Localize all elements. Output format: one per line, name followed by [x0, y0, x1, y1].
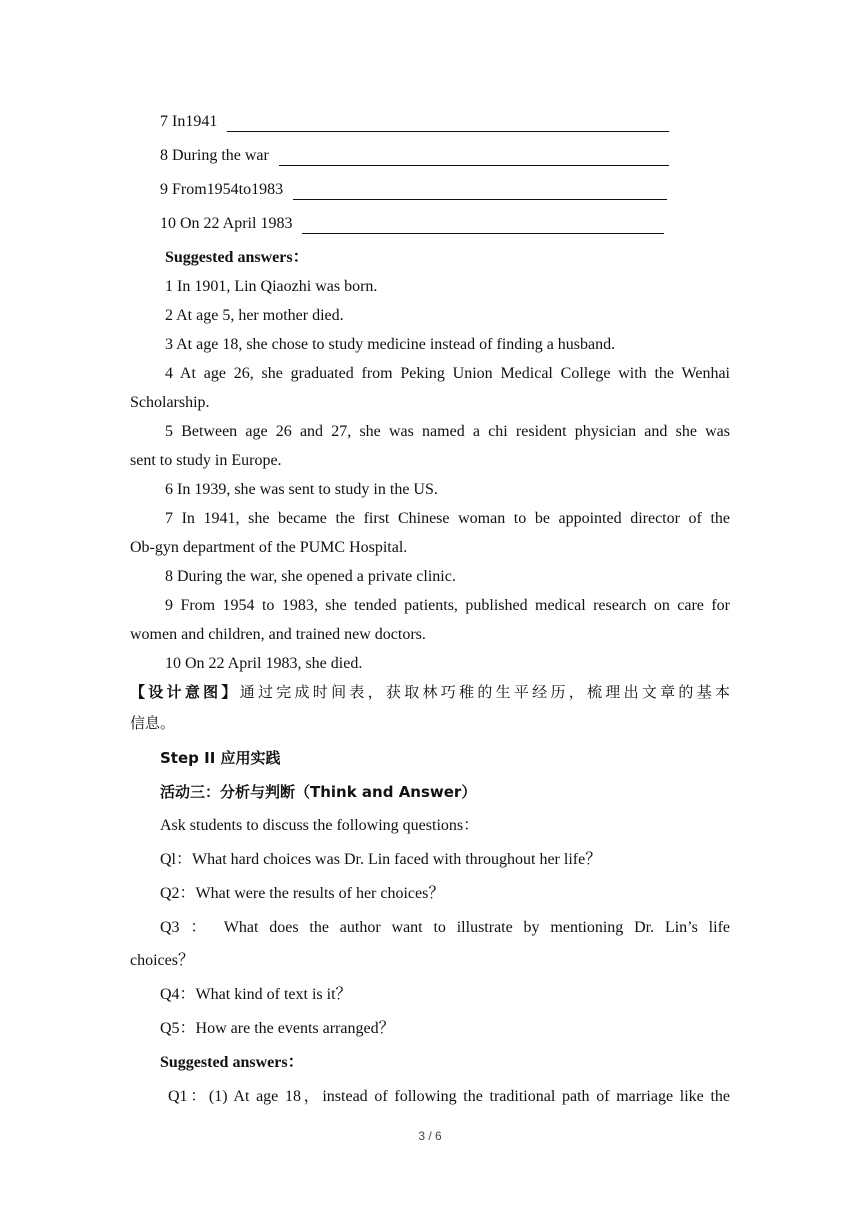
- design-intent-text: 通过完成时间表，获取林巧稚的生平经历，梳理出文章的基本: [239, 683, 730, 701]
- q1-answer-start: Q1：(1) At age 18，instead of following the traditional path of marriage like the: [168, 1088, 730, 1105]
- blank-label: 9 From1954to1983: [160, 181, 284, 198]
- answer-line: sent to study in Europe.: [130, 452, 282, 469]
- blank-row-7: [160, 112, 669, 132]
- answer-line: 1 In 1901, Lin Qiaozhi was born.: [165, 278, 378, 295]
- design-intent: [130, 682, 730, 702]
- question-q1: Ql：What hard choices was Dr. Lin faced with throughout her life？: [160, 851, 602, 868]
- question-q2: Q2：What were the results of her choices？: [160, 885, 445, 902]
- answer-line: 4 At age 26, she graduated from Peking Union Medical College with the Wenhai: [165, 365, 730, 382]
- blank-label: 10 On 22 April 1983: [160, 215, 293, 232]
- activity-title: 活动三：分析与判断（Think and Answer）: [160, 783, 477, 801]
- answer-line: 5 Between age 26 and 27, she was named a chi resident physician and she was: [165, 423, 730, 440]
- answer-blank-line: [227, 117, 669, 132]
- answer-line: 2 At age 5, her mother died.: [165, 307, 344, 324]
- answer-line: 7 In 1941, she became the first Chinese woman to be appointed director of the: [165, 510, 730, 527]
- answer-blank-line: [302, 219, 664, 234]
- answer-line: women and children, and trained new doctors.: [130, 626, 426, 643]
- suggested-answers-heading: Suggested answers：: [165, 249, 309, 266]
- question-q3: Q3 ： What does the author want to illustrate by mentioning Dr. Lin’s life: [160, 919, 730, 936]
- suggested-answers-heading: Suggested answers：: [160, 1054, 304, 1071]
- question-q3-cont: choices？: [130, 952, 194, 969]
- answer-blank-line: [279, 151, 669, 166]
- page-number: 3 / 6: [418, 1129, 442, 1143]
- answer-line: 8 During the war, she opened a private clinic.: [165, 568, 456, 585]
- answer-line: 9 From 1954 to 1983, she tended patients, published medical research on care for: [165, 597, 730, 614]
- question-q4: Q4：What kind of text is it？: [160, 986, 352, 1003]
- answer-line: Scholarship.: [130, 394, 210, 411]
- design-intent-label: 【设计意图】: [130, 683, 240, 701]
- answer-line: Ob-gyn department of the PUMC Hospital.: [130, 539, 408, 556]
- design-intent-text-cont: 信息。: [130, 714, 176, 732]
- blank-row-9: [160, 180, 667, 200]
- answer-line: 10 On 22 April 1983, she died.: [165, 655, 363, 672]
- question-q5: Q5：How are the events arranged？: [160, 1020, 395, 1037]
- step-title: Step II 应用实践: [160, 749, 281, 767]
- answer-line: 6 In 1939, she was sent to study in the US.: [165, 481, 438, 498]
- answer-line: 3 At age 18, she chose to study medicine instead of finding a husband.: [165, 336, 616, 353]
- blank-row-8: [160, 146, 669, 166]
- blank-label: 7 In1941: [160, 113, 218, 130]
- answer-blank-line: [293, 185, 667, 200]
- blank-label: 8 During the war: [160, 147, 269, 164]
- discussion-intro: Ask students to discuss the following questions：: [160, 817, 480, 834]
- blank-row-10: [160, 214, 664, 234]
